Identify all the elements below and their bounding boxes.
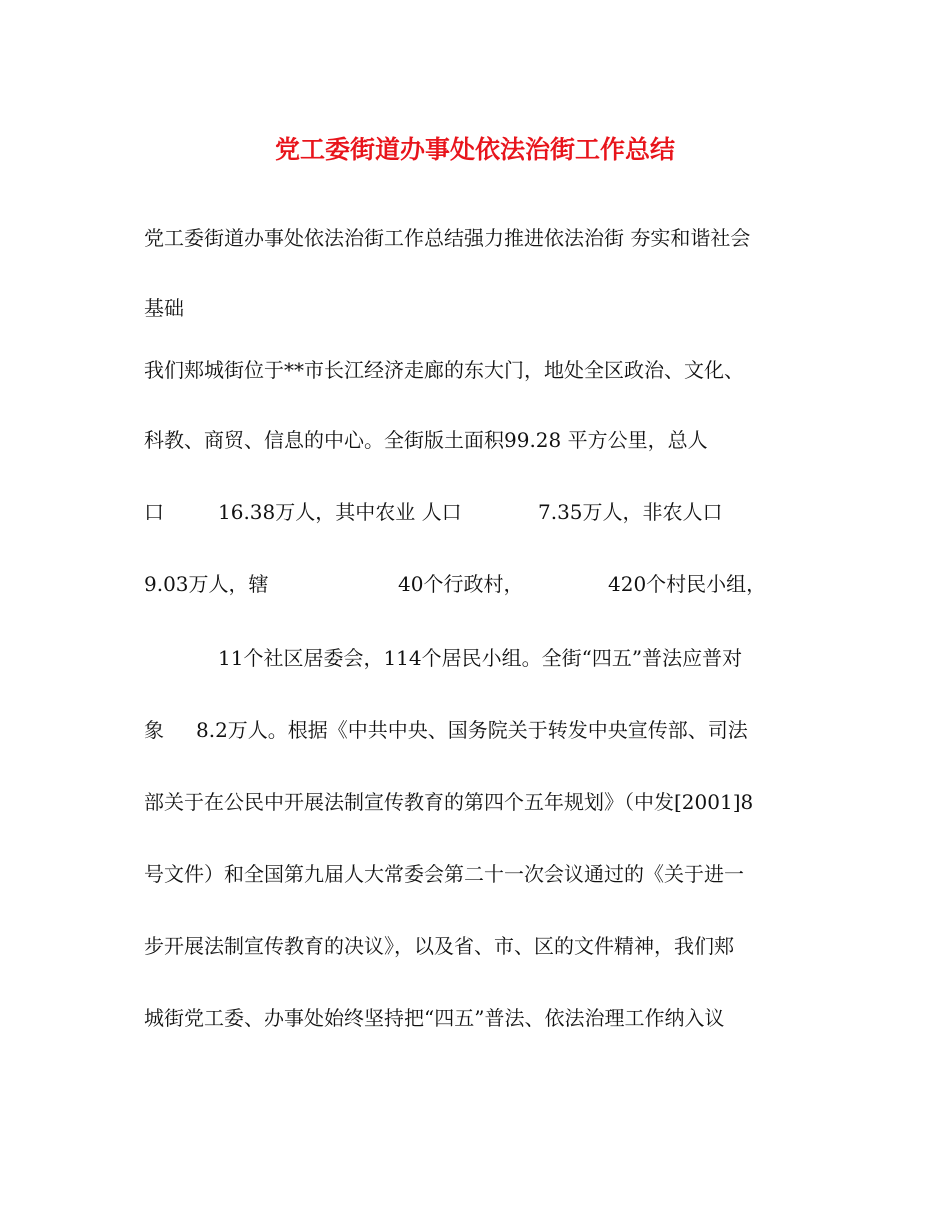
line-text: 420个村民小组， bbox=[608, 572, 767, 596]
line-text: 步开展法制宣传教育的决议》，以及省、市、区的文件精神，我们郏 bbox=[144, 934, 734, 958]
line-text: 号文件）和全国第九届人大常委会第二十一次会议通过的《关于进一 bbox=[144, 862, 744, 886]
line-text: 党工委街道办事处依法治街工作总结强力推进依法治街 夯实和谐社会 bbox=[144, 226, 751, 250]
line-text: 40个行政村， bbox=[398, 572, 524, 596]
line-text: 7.35万人，非农人口 bbox=[538, 500, 723, 524]
line-text: 我们郏城街位于**市长江经济走廊的东大门，地处全区政治、文化、 bbox=[144, 358, 744, 382]
line-text: 部关于在公民中开展法制宣传教育的第四个五年规划》（中发[2001]8 bbox=[144, 790, 754, 814]
line-text: 8.2万人。根据《中共中央、国务院关于转发中央宣传部、司法 bbox=[196, 718, 748, 742]
document-title: 党工委街道办事处依法治街工作总结 bbox=[274, 135, 675, 164]
line-text: 9.03万人，辖 bbox=[144, 572, 269, 596]
line-text: 科教、商贸、信息的中心。全街版土面积99.28 平方公里，总人 bbox=[144, 428, 708, 452]
line-text: 基础 bbox=[144, 296, 184, 320]
line-text: 城街党工委、办事处始终坚持把“四五”普法、依法治理工作纳入议 bbox=[144, 1006, 725, 1030]
line-text: 16.38万人，其中农业 人口 bbox=[218, 500, 462, 524]
line-text: 口 bbox=[144, 500, 164, 524]
line-text: 11个社区居委会，114个居民小组。全街“四五”普法应普对 bbox=[218, 646, 743, 670]
line-text: 象 bbox=[144, 718, 164, 742]
